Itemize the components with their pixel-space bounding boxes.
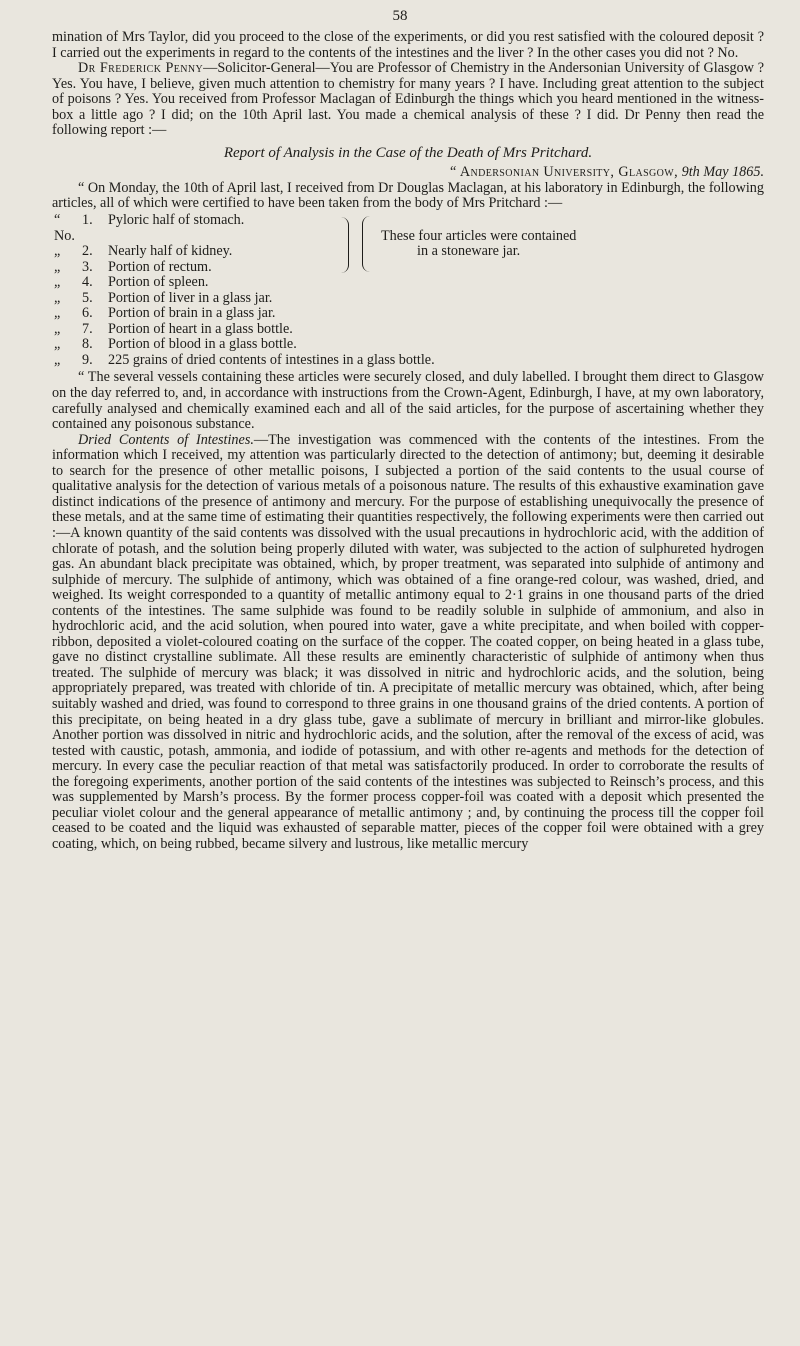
left-brace bbox=[362, 216, 373, 272]
section-text: —The investigation was commenced with the contents of the intestines. From the information which I received, my attention was particularly directed to the detection of antimony; but, deeming it desirable to search for the presence of other metallic poisons, I subjected a portion of the said contents to the usual course of qualitative analysis for the detection of various metals of a poisonous nature. The results of this exhaustive examination gave distinct indications of the presence of antimony and mercury. For the purpose of establishing unequivocally the presence of these metals, and at the same time of estimating their quantities respectively, the following experiments were then carried out :—A known quantity of the said contents was dissolved with the usual precautions in hydrochloric acid, with the addition of chlorate of potash, and the solution being properly diluted with water, was subjected to the action of sulphureted hydrogen gas. An abundant black precipitate was obtained, which, by proper treatment, was separated into sulphide of antimony and sulphide of mercury. The sulphide of antimony, which was obtained of a fine orange-red colour, was washed, dried, and weighed. Its weight corresponded to a quantity of metallic antimony equal to 2·1 grains in one thousand parts of the dried contents of the intestines. The same sulphide was found to be readily soluble in sulphide of ammonium, and also in hydrochloric acid, and the acid solution, when poured into water, gave a white precipitate, and when boiled with copper-ribbon, deposited a violet-coloured coating on the surface of the copper. The coated copper, on being heated in a glass tube, gave no distinct crystalline sublimate. All these results are eminently characteristic of sulphide of antimony when thus treated. The sulphide of mercury was black; it was dissolved in nitric and hydrochloric acids, and the solution, being appropriately prepared, was treated with chloride of tin. A precipitate of metallic mercury was obtained, which, after being suitably washed and dried, was found to correspond to three grains in one thousand grains of the dried contents. A portion of this precipitate, on being heated in a dry glass tube, gave a sublimate of mercury in brilliant and mirror-like globules. Another portion was dissolved in nitric and hydrochloric acids, and the solution, after the removal of the excess of acid, was tested with caustic, potash, ammonia, and iodide of potassium, and with other re-agents and methods for the detection of mercury. In every case the peculiar reaction of that metal was satisfactorily produced. In order to corroborate the results of the foregoing experiments, another portion of the said contents of the intestines was subjected to Reinsch’s process, and this was supplemented by Marsh’s process. By the former process copper-foil was coated with a deposit which presented the peculiar violet colour and the general appearance of metallic antimony ; and, by continuing the process till the copper foil ceased to be coated and the liquid was exhausted of separable matter, pieces of the copper foil were obtained with a grey coating, which, on being rubbed, became silvery and lustrous, like metallic mercury bbox=[52, 431, 764, 852]
list-item: „ 2. Nearly half of kidney. bbox=[54, 243, 233, 260]
penny-paragraph bbox=[52, 61, 764, 139]
list-item: „ 9. 225 grains of dried contents of intestines in a glass bottle. bbox=[54, 351, 435, 368]
list-item: „ 7. Portion of heart in a glass bottle. bbox=[54, 320, 293, 337]
right-brace bbox=[340, 217, 349, 273]
brace-note-line-1: These four articles were contained bbox=[381, 227, 577, 244]
opening-paragraph: mination of Mrs Taylor, did you proceed to the close of the experiments, or did you rest satisfied with the coloured deposit ? I carried out the experiments in regard to the contents of the intestines and the liver ? In the other cases you did not ? No. bbox=[52, 29, 764, 61]
section-title: Dried Contents of Intestines. bbox=[78, 431, 254, 448]
report-heading: Report of Analysis in the Case of the Death of Mrs Pritchard. bbox=[223, 144, 593, 161]
list-item: „ 3. Portion of rectum. bbox=[54, 258, 212, 275]
brace-note-line-2: in a stoneware jar. bbox=[417, 243, 521, 260]
page-body bbox=[52, 30, 764, 852]
address-institution: “ Andersonian University, Glasgow, bbox=[449, 164, 679, 181]
list-item: „ 4. Portion of spleen. bbox=[54, 274, 209, 291]
penny-paragraph-text: —Solicitor-General—You are Professor of Chemistry in the Andersonian University of Glasgow ? Yes. You have, I believe, given much attention to chemistry for many years ? I have. Including great attention to the subject of poisons ? Yes. You received from Professor Maclagan of Edinburgh the things which you heard mentioned in the witness-box a little ago ? I did; on the 10th April last. You made a chemical analysis of these ? I did. Dr Penny then read the following report :— bbox=[52, 60, 765, 139]
brace-note bbox=[362, 213, 576, 275]
witness-name: Dr Frederick Penny bbox=[78, 60, 204, 77]
address-date: 9th May 1865. bbox=[681, 164, 764, 181]
intro-paragraph: “ On Monday, the 10th of April last, I received from Dr Douglas Maclagan, at his laboratory in Edinburgh, the following articles, all of which were certified to have been taken from the body of Mrs Pritchard :— bbox=[52, 179, 764, 212]
list-item: „ 6. Portion of brain in a glass jar. bbox=[54, 305, 276, 322]
list-item: “ No. 1. Pyloric half of stomach. bbox=[54, 212, 245, 244]
dried-contents-paragraph bbox=[52, 433, 764, 853]
list-item: „ 5. Portion of liver in a glass jar. bbox=[54, 289, 273, 306]
report-address bbox=[52, 165, 764, 181]
vessels-paragraph: “ The several vessels containing these articles were securely closed, and duly labelled. I brought them direct to Glasgow on the day referred to, and, in accordance with instructions from the Crown-Agent, Edinburgh, I have, at my own laboratory, carefully analysed and chemically examined each and all of the said articles, for the purpose of ascertaining whether they contained any poisonous substance. bbox=[52, 369, 764, 433]
articles-list bbox=[52, 213, 764, 368]
page-number: 58 bbox=[392, 8, 408, 24]
list-item: „ 8. Portion of blood in a glass bottle. bbox=[54, 336, 297, 353]
